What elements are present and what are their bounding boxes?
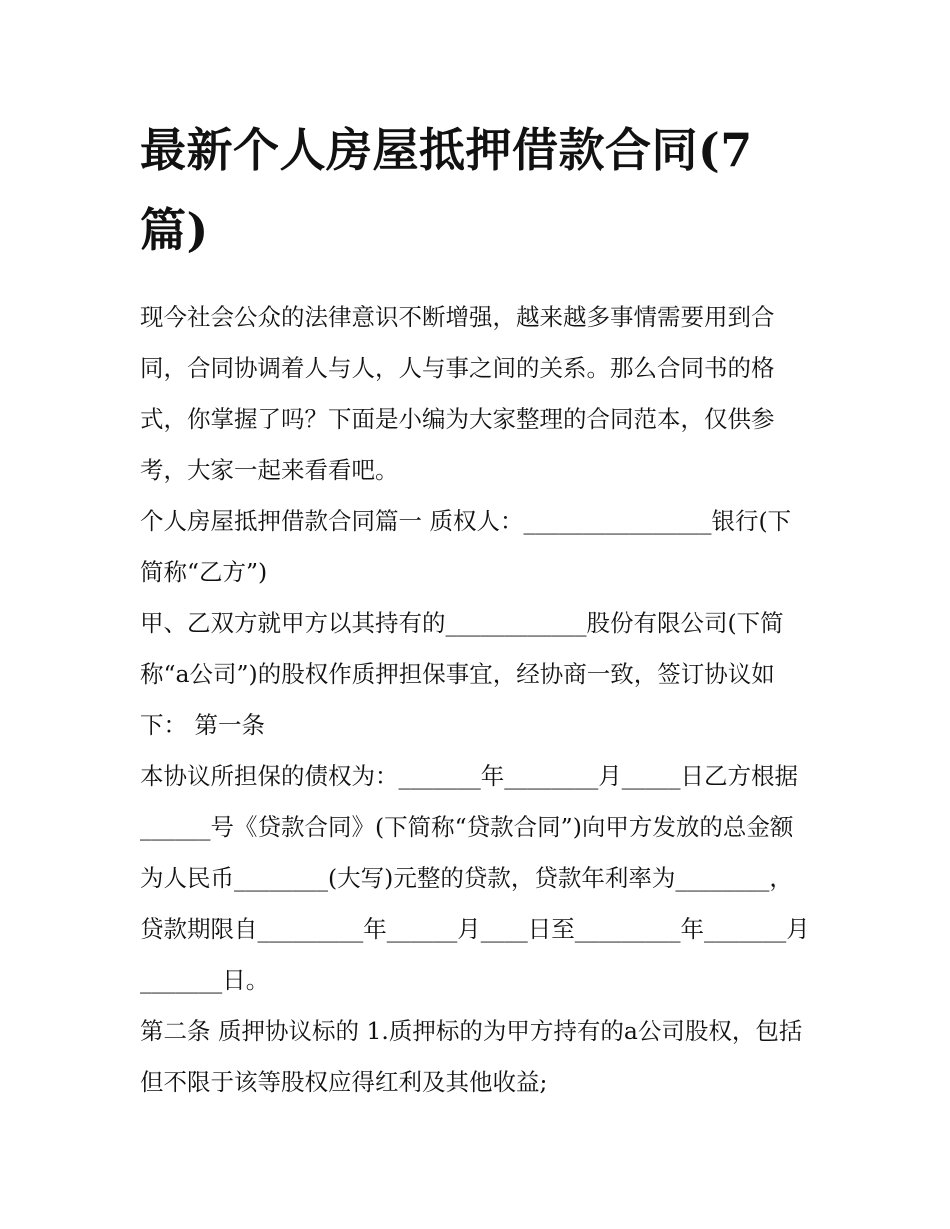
contract-heading-paragraph: 个人房屋抵押借款合同篇一 质权人：________________银行(下简称“乙方”)	[140, 507, 792, 586]
document-body	[140, 292, 812, 1108]
article-two-paragraph: 第二条 质押协议标的 1.质押标的为甲方持有的a公司股权，包括但不限于该等股权应得红利及其他收益;	[140, 1017, 803, 1096]
agreement-paragraph: 甲、乙双方就甲方以其持有的____________股份有限公司(下简称“a公司”)的股权作质押担保事宜，经协商一致，签订协议如下： 第一条	[140, 609, 784, 739]
document-page	[140, 110, 812, 1108]
article-one-paragraph: 本协议所担保的债权为：_______年________月_____日乙方根据______号《贷款合同》(下简称“贷款合同”)向甲方发放的总金额为人民币________(大写)元整的贷款，贷款年利率为________，贷款期限自_________年______月____日至_________年_______月_______日。	[140, 762, 810, 994]
document-title: 最新个人房屋抵押借款合同(7篇)	[140, 123, 753, 257]
intro-paragraph: 现今社会公众的法律意识不断增强，越来越多事情需要用到合同，合同协调着人与人，人与事之间的关系。那么合同书的格式，你掌握了吗？下面是小编为大家整理的合同范本，仅供参考，大家一起来看看吧。	[140, 303, 775, 484]
